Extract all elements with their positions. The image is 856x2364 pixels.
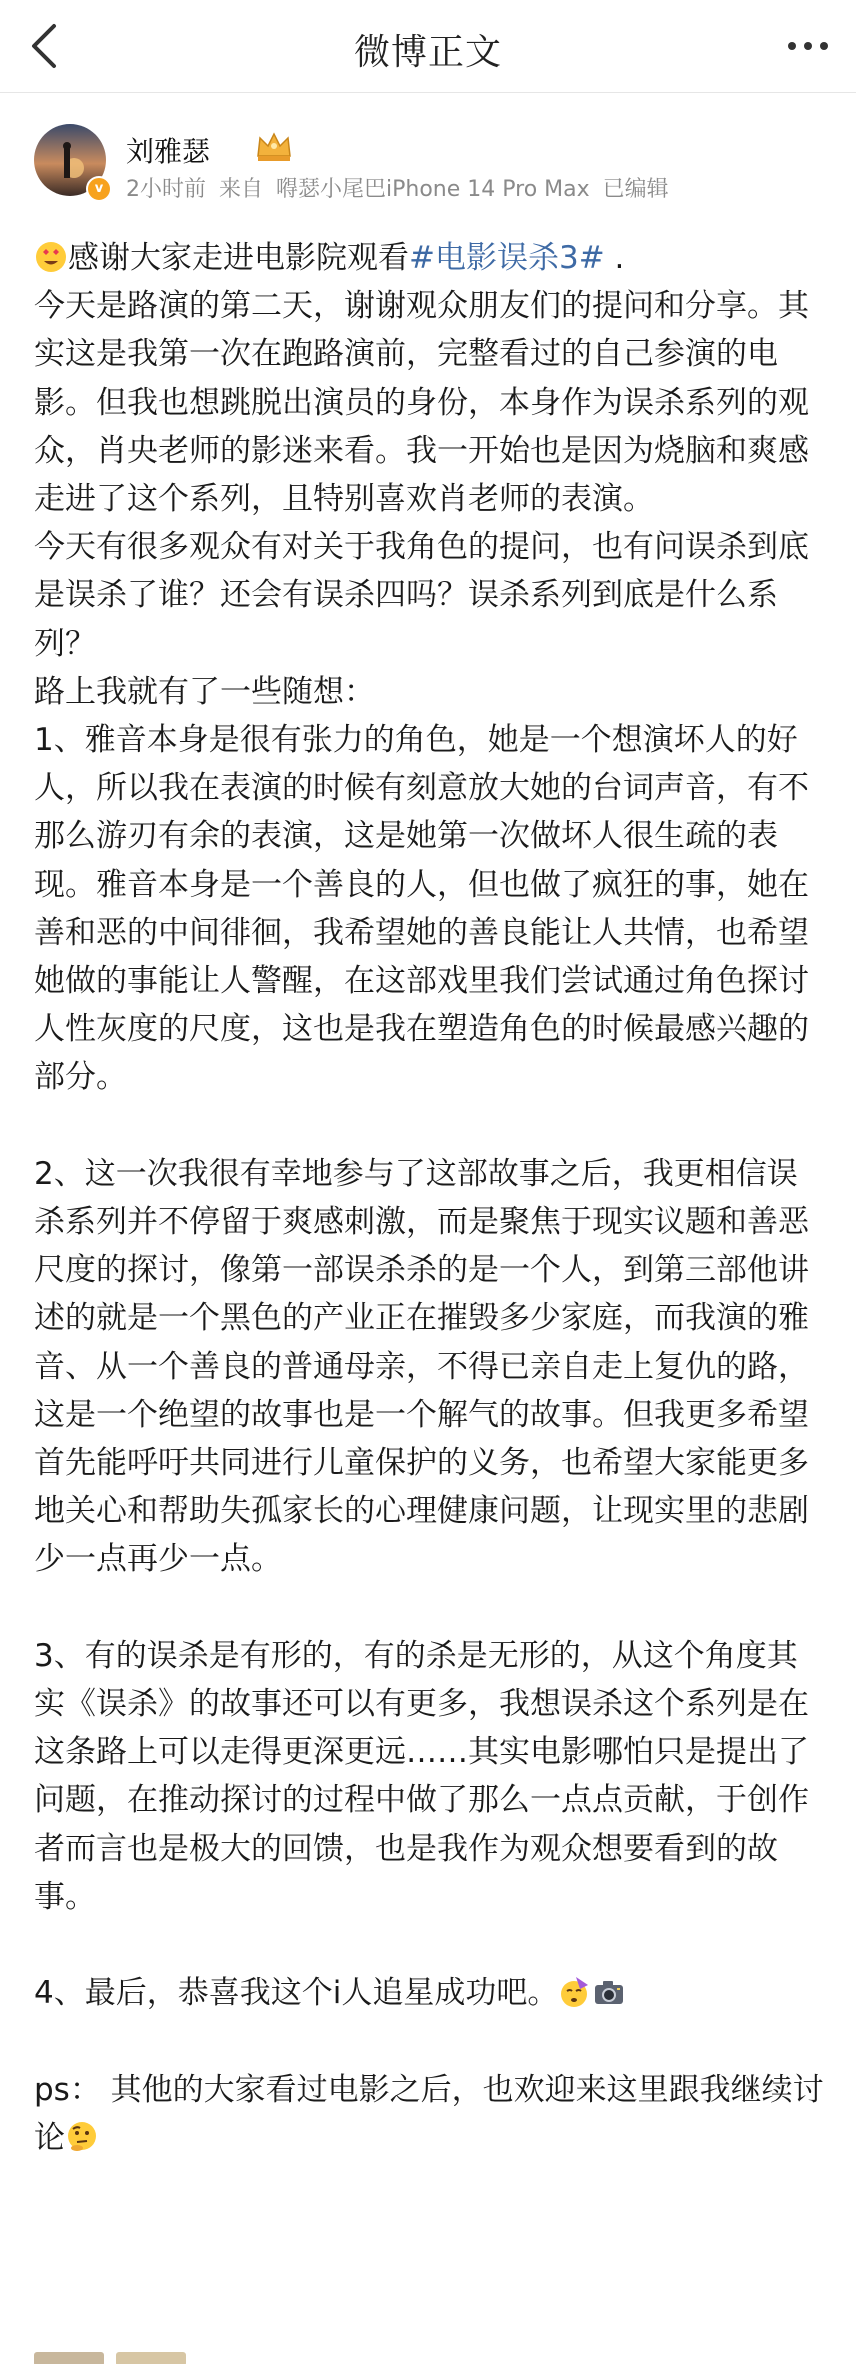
verified-badge-icon: v: [86, 176, 112, 202]
paragraph-3: 路上我就有了一些随想：: [34, 673, 375, 710]
paragraph-spacer: [34, 2017, 826, 2065]
author-row: [34, 124, 824, 210]
post-time: 2小时前: [126, 177, 206, 202]
thumbnail-image[interactable]: [34, 2352, 104, 2364]
paragraph-8-line: [34, 2066, 826, 2162]
intro-text: 感谢大家走进电影院观看: [68, 240, 409, 276]
heart-eyes-emoji-icon: [34, 240, 68, 274]
page-title: 微博正文: [353, 32, 502, 73]
post-source[interactable]: 嘚瑟小尾巴iPhone 14 Pro Max: [276, 177, 590, 202]
post-intro: [34, 234, 826, 282]
paragraph-8: ps： 其他的大家看过电影之后，也欢迎来这里跟我继续讨论: [34, 2071, 824, 2156]
edited-label[interactable]: 已编辑: [602, 177, 669, 202]
paragraph-4: 1、雅音本身是很有张力的角色，她是一个想演坏人的好人，所以我在表演的时候有刻意放大她的台词声音，有不那么游刃有余的表演，这是她第一次做坏人很生疏的表现。雅音本身是一个善良的人，但也做了疯狂的事，她在善和恶的中间徘徊，我希望她的善良能让人共情，也希望她做的事能让人警醒，在这部戏里我们尝试通过角色探讨人性灰度的尺度，这也是我在塑造角色的时候最感兴趣的部分。: [34, 722, 809, 1096]
source-prefix: 来自: [219, 177, 264, 202]
thinking-face-emoji-icon: [65, 2120, 99, 2154]
paragraph-7: 4、最后，恭喜我这个i人追星成功吧。: [34, 1975, 559, 2012]
post-meta: [126, 172, 675, 203]
paragraph-spacer: [34, 1921, 826, 1969]
intro-tail: .: [604, 240, 625, 276]
post-body: [34, 234, 826, 2162]
paragraph-7-line: [34, 1969, 826, 2017]
paragraph-1: 今天是路演的第二天，谢谢观众朋友们的提问和分享。其实这是我第一次在跑路演前，完整看过的自己参演的电影。但我也想跳脱出演员的身份，本身作为误杀系列的观众，肖央老师的影迷来看。我一开始也是因为烧脑和爽感走进了这个系列，且特别喜欢肖老师的表演。: [34, 288, 809, 518]
author-name[interactable]: 刘雅瑟: [126, 135, 211, 168]
more-dots-icon[interactable]: [786, 30, 830, 62]
crown-icon: [254, 128, 294, 164]
thumbnail-image[interactable]: [116, 2352, 186, 2364]
top-nav-bar: [0, 0, 856, 93]
camera-emoji-icon: [592, 1975, 626, 2009]
image-thumbnails[interactable]: [34, 2352, 194, 2364]
paragraph-6: 3、有的误杀是有形的，有的杀是无形的，从这个角度其实《误杀》的故事还可以有更多，我想误杀这个系列是在这条路上可以走得更深更远……其实电影哪怕只是提出了问题，在推动探讨的过程中做了那么一点点贡献，于创作者而言也是极大的回馈，也是我作为观众想要看到的故事。: [34, 1637, 809, 1915]
hashtag-link[interactable]: #电影误杀3#: [409, 240, 605, 276]
paragraph-5: 2、这一次我很有幸地参与了这部故事之后，我更相信误杀系列并不停留于爽感刺激，而是聚焦于现实议题和善恶尺度的探讨，像第一部误杀杀的是一个人，到第三部他讲述的就是一个黑色的产业正在摧毁多少家庭，而我演的雅音、从一个善良的普通母亲，不得已亲自走上复仇的路，这是一个绝望的故事也是一个解气的故事。但我更多希望首先能呼吁共同进行儿童保护的义务，也希望大家能更多地关心和帮助失孤家长的心理健康问题，让现实里的悲剧少一点再少一点。: [34, 1155, 809, 1578]
paragraph-spacer: [34, 1584, 826, 1632]
paragraph-2: 今天有很多观众有对关于我角色的提问，也有问误杀到底是误杀了谁？还会有误杀四吗？误杀系列到底是什么系列？: [34, 529, 809, 662]
paragraph-spacer: [34, 1102, 826, 1150]
party-face-emoji-icon: [558, 1975, 592, 2009]
